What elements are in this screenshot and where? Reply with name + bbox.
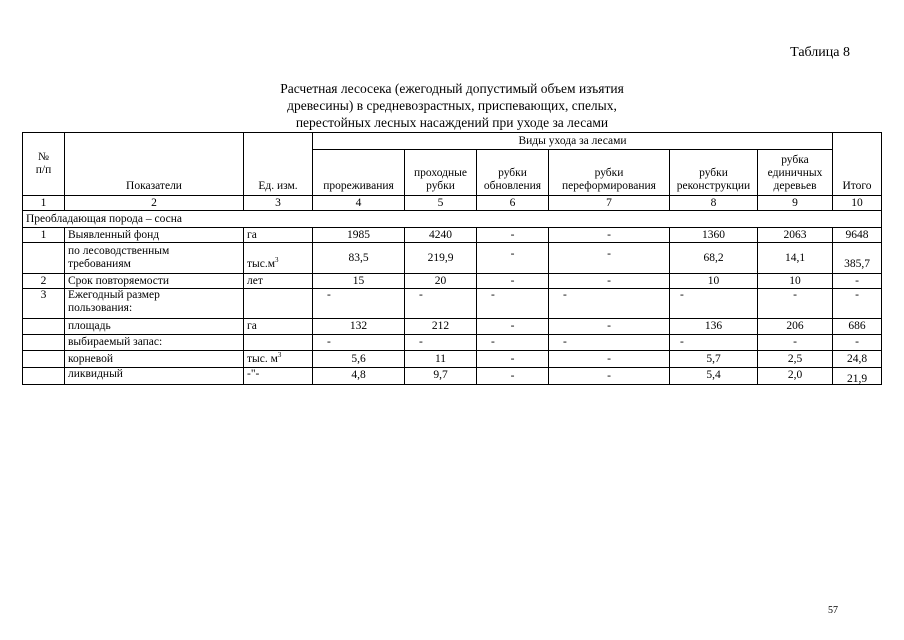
header-type-line: прореживания (323, 180, 394, 192)
value-cell (833, 368, 882, 385)
header-type-line: переформирования (562, 180, 656, 192)
table-row (23, 243, 882, 274)
value-cell: - (313, 335, 405, 351)
value-cell: - (549, 368, 670, 385)
value-cell (477, 243, 549, 274)
value-cell: - (833, 289, 882, 319)
header-row-group (23, 133, 882, 150)
value-cell: - (758, 335, 833, 351)
header-type (549, 150, 670, 196)
row-indicator (65, 243, 244, 274)
row-indicator-line: пользования: (68, 302, 133, 314)
value-cell: - (758, 289, 833, 319)
row-unit-superscript: 3 (275, 256, 279, 265)
row-unit (244, 335, 313, 351)
header-type (670, 150, 758, 196)
row-unit-text: тыс. м (247, 352, 278, 365)
row-indicator: выбираемый запас: (65, 335, 244, 351)
value-cell: 24,8 (833, 351, 882, 368)
row-num (23, 368, 65, 385)
column-number: 2 (65, 196, 244, 211)
value-cell (549, 243, 670, 274)
table-row (23, 351, 882, 368)
value-cell: 136 (670, 319, 758, 335)
harvest-table (22, 132, 882, 385)
column-number: 1 (23, 196, 65, 211)
header-type (405, 150, 477, 196)
value-cell: 4240 (405, 228, 477, 243)
header-unit: Ед. изм. (244, 133, 313, 196)
value-cell: - (477, 289, 549, 319)
header-indicator: Показатели (65, 133, 244, 196)
header-type (477, 150, 549, 196)
value-cell: 132 (313, 319, 405, 335)
row-unit-text: тыс.м (247, 258, 276, 270)
table-row (23, 368, 882, 385)
table-title (220, 80, 684, 131)
row-indicator (65, 289, 244, 319)
column-number: 10 (833, 196, 882, 211)
column-number: 9 (758, 196, 833, 211)
row-num (23, 351, 65, 368)
value-cell: 83,5 (313, 243, 405, 274)
section-row (23, 211, 882, 228)
table-row (23, 335, 882, 351)
header-type (758, 150, 833, 196)
value-cell: 1985 (313, 228, 405, 243)
value-cell: 1360 (670, 228, 758, 243)
row-unit (244, 351, 313, 368)
section-title: Преобладающая порода – сосна (23, 211, 882, 228)
column-number: 3 (244, 196, 313, 211)
value-cell: 2,0 (758, 368, 833, 385)
row-unit-superscript: 3 (277, 350, 282, 359)
value-cell: - (477, 351, 549, 368)
value-cell: 5,4 (670, 368, 758, 385)
header-type-line: рубки (498, 167, 527, 179)
row-indicator: Срок повторяемости (65, 274, 244, 289)
value-cell: 9,7 (405, 368, 477, 385)
row-indicator: площадь (65, 319, 244, 335)
value-cell: - (477, 368, 549, 385)
row-indicator: ликвидный (65, 368, 244, 385)
value-cell: 14,1 (758, 243, 833, 274)
value-cell: 686 (833, 319, 882, 335)
header-type-line: рубки (426, 180, 455, 192)
title-line: Расчетная лесосека (ежегодный допустимый объем изъятия (280, 81, 624, 96)
row-num: 2 (23, 274, 65, 289)
header-type-line: рубка (781, 154, 809, 166)
value-cell: - (549, 335, 670, 351)
value-cell: 219,9 (405, 243, 477, 274)
row-num: 3 (23, 289, 65, 319)
header-group: Виды ухода за лесами (313, 133, 833, 150)
value-cell: - (549, 228, 670, 243)
value-cell: 10 (758, 274, 833, 289)
table-caption-label: Таблица 8 (790, 45, 850, 60)
value-cell: - (405, 289, 477, 319)
value-cell: 15 (313, 274, 405, 289)
row-num: 1 (23, 228, 65, 243)
header-type-line: реконструкции (676, 180, 751, 192)
value-cell: 5,7 (670, 351, 758, 368)
row-indicator: Выявленный фонд (65, 228, 244, 243)
value-text: - (607, 247, 611, 260)
value-cell: 385,7 (833, 243, 882, 274)
header-type (313, 150, 405, 196)
value-cell: - (477, 319, 549, 335)
row-indicator-line: требованиям (68, 258, 131, 270)
column-number: 6 (477, 196, 549, 211)
column-number: 4 (313, 196, 405, 211)
value-cell: - (549, 319, 670, 335)
value-cell: - (549, 274, 670, 289)
header-type-line: рубки (594, 167, 624, 179)
value-cell: - (477, 228, 549, 243)
value-cell: 5,6 (313, 351, 405, 368)
title-line: перестойных лесных насаждений при уходе за лесами (295, 115, 609, 130)
value-cell: - (313, 289, 405, 319)
column-number-row (23, 196, 882, 211)
column-number: 5 (405, 196, 477, 211)
row-num (23, 319, 65, 335)
table-row (23, 274, 882, 289)
value-text: 21,9 (846, 373, 868, 385)
value-cell: 10 (670, 274, 758, 289)
value-cell: - (477, 274, 549, 289)
row-unit (244, 243, 313, 274)
value-cell: 212 (405, 319, 477, 335)
value-cell: - (670, 289, 758, 319)
row-unit: га (244, 228, 313, 243)
value-cell: 4,8 (313, 368, 405, 385)
value-cell: - (549, 351, 670, 368)
value-text: - (510, 247, 515, 260)
page-number: 57 (828, 605, 838, 616)
row-unit: га (244, 319, 313, 335)
row-unit: -"- (244, 368, 313, 385)
header-num (23, 133, 65, 196)
value-cell: - (670, 335, 758, 351)
table-row (23, 228, 882, 243)
table-row (23, 319, 882, 335)
header-type-line: проходные (414, 167, 467, 179)
value-cell: - (833, 335, 882, 351)
row-indicator-line: по лесоводственным (68, 245, 170, 257)
row-unit: лет (244, 274, 313, 289)
table-row (23, 289, 882, 319)
header-type-line: рубки (699, 167, 728, 179)
value-cell: 11 (405, 351, 477, 368)
header-num-line: п/п (35, 164, 52, 176)
row-indicator-line: Ежегодный размер (68, 289, 160, 301)
row-num (23, 243, 65, 274)
header-total: Итого (833, 133, 882, 196)
header-num-line: № (38, 151, 49, 163)
value-cell: - (833, 274, 882, 289)
value-cell: - (477, 335, 549, 351)
value-cell: 206 (758, 319, 833, 335)
row-unit (244, 289, 313, 319)
title-line: древесины) в средневозрастных, приспевающих, спелых, (287, 98, 617, 113)
value-cell: - (549, 289, 670, 319)
value-cell: 2,5 (758, 351, 833, 368)
row-indicator: корневой (65, 351, 244, 368)
value-cell: - (405, 335, 477, 351)
header-type-line: деревьев (773, 180, 817, 192)
header-type-line: обновления (483, 180, 542, 192)
value-cell: 68,2 (670, 243, 758, 274)
column-number: 8 (670, 196, 758, 211)
header-type-line: единичных (767, 167, 823, 179)
value-cell: 20 (405, 274, 477, 289)
column-number: 7 (549, 196, 670, 211)
row-num (23, 335, 65, 351)
value-cell: 2063 (758, 228, 833, 243)
value-cell: 9648 (833, 228, 882, 243)
